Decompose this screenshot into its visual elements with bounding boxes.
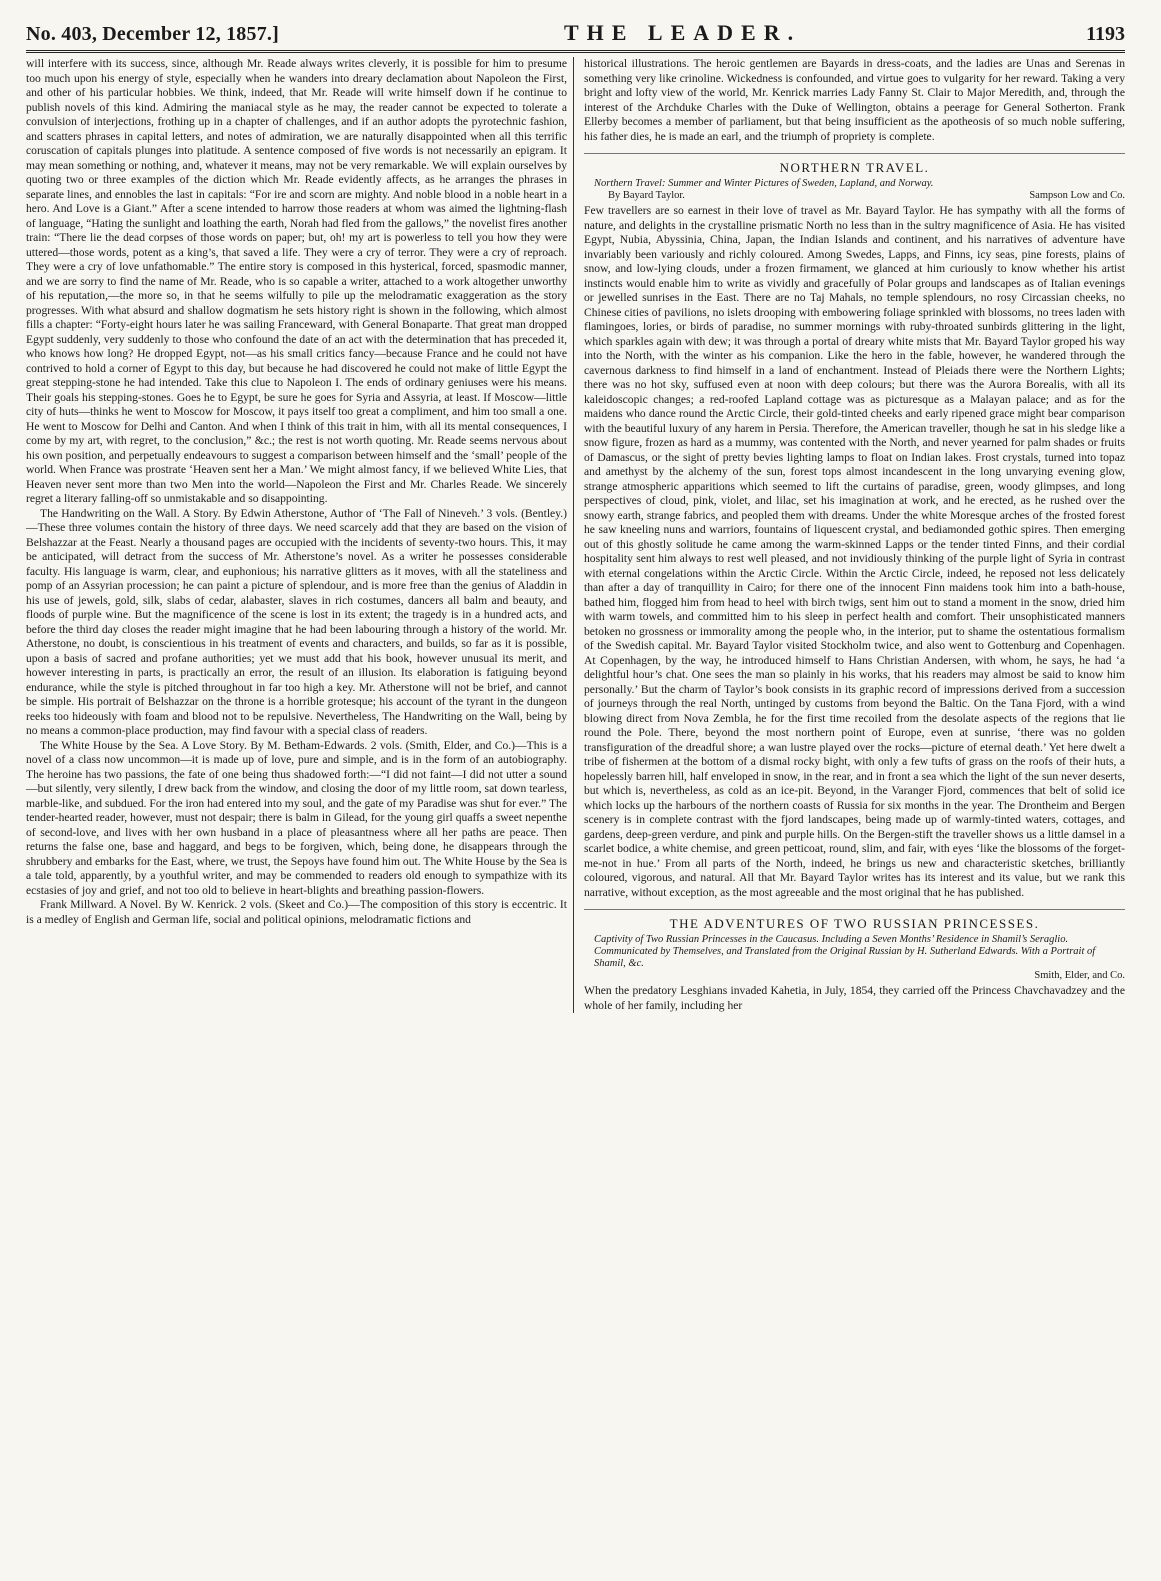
page-number: 1193 — [1086, 23, 1125, 45]
russian-princesses-publisher: Smith, Elder, and Co. — [1034, 970, 1125, 981]
columns — [26, 57, 1125, 1013]
frank-millward-review-paragraph: Frank Millward. A Novel. By W. Kenrick. 2 vols. (Skeet and Co.)—The composition of this story is eccentric. It is a medley of English and German life, social and political opinions, melodramatic fictions and — [26, 898, 567, 926]
handwriting-review-paragraph: The Handwriting on the Wall. A Story. By Edwin Atherstone, Author of ‘The Fall of Nineveh.’ 3 vols. (Bentley.)—These three volumes contain the history of three days. We need scarcely add that they are based on the vision of Belshazzar at the Feast. Nearly a thousand pages are occupied with the incidents of seventy-two hours. This, it may be anticipated, will detract from the success of Mr. Atherstone’s novel. As a writer he possesses considerable faculty. His language is warm, clear, and euphonious; his narrative glitters as it moves, with all the stateliness and pomp of an Assyrian procession; he can paint a picture of splendour, and is more free than the genius of Aladdin in his use of jewels, gold, silk, slabs of cedar, alabaster, slaves in rich costumes, dancers all balm and beauty, and floods of purple wine. But the magnificence of the scene is lost in its extent; the tragedy is in a hundred acts, and before the third day closes the reader might imagine that he had been labouring through a history of the world. Mr. Atherstone, no doubt, is conscientious in his treatment of events and characters, and builds, so far as it is possible, upon a basis of sacred and profane authorities; yet we must add that his book, however unusual its merit, and however interesting in parts, is practically an error, the result of an illusion. Its elaboration is fatiguing beyond endurance, while the style is pitched throughout in far too high a key. Mr. Atherstone will not be brief, and cannot be simple. His portrait of Belshazzar on the throne is a horrible grotesque; his account of the tyrant in the dungeon reeks too hideously with foam and blood not to be repulsive. Nevertheless, The Handwriting on the Wall, being by no means a common-place production, may find favour with a special class of readers. — [26, 506, 567, 737]
newspaper-title: THE LEADER. — [563, 20, 802, 45]
left-column — [26, 57, 574, 1013]
frank-millward-continued-paragraph: historical illustrations. The heroic gentlemen are Bayards in dress-coats, and the ladies are Unas and Serenas in something very like crinoline. Wickedness is confounded, and virtue goes to vulgarity for her reward. Taking a very bright and lofty view of the world, Mr. Kenrick marries Lady Fanny St. Clair to Major Meredith, and, through the interest of the Archduke Charles with the Duke of Wellington, obtains a peerage for General Sotherton. Frank Ellerby becomes a member of parliament, but that being insufficient as the apotheosis of so much noble suffering, his father dies, he is made an earl, and the triumph of propriety is complete. — [584, 57, 1125, 143]
russian-princesses-heading: THE ADVENTURES OF TWO RUSSIAN PRINCESSES. — [584, 909, 1125, 932]
russian-princesses-review-paragraph: When the predatory Lesghians invaded Kahetia, in July, 1854, they carried off the Princess Chavchavadzey and the whole of her family, including her — [584, 984, 1125, 1012]
northern-travel-heading: NORTHERN TRAVEL. — [584, 153, 1125, 176]
masthead — [26, 20, 1125, 53]
russian-princesses-book-title: Captivity of Two Russian Princesses in the Caucasus. Including a Seven Months’ Residence in Shamil’s Seraglio. Communicated by Themselves, and Translated from the Original Russian by H. Sutherland Edwards. With a Portrait of Shamil, &c. — [594, 934, 1096, 969]
northern-travel-review-paragraph: Few travellers are so earnest in their love of travel as Mr. Bayard Taylor. He has sympathy with all the forms of nature, and delights in the crystalline prismatic North no less than in the sultry magnificence of Asia. He has visited Egypt, Nubia, Abyssinia, China, Japan, the Indian Islands and continent, and his narratives of adventure have invariably been variously and richly coloured. Among Swedes, Lapps, and Finns, icy seas, pine forests, plains of snow, and low-lying clouds, under a frozen firmament, we glanced at him curiously to know whether his artist instincts would enable him to write as vividly and gracefully of Polar groups and landscapes as of Italian evenings or jewelled sunrises in the East. There are no Taj Mahals, no temple splendours, no rosy Circassian cheeks, no Chinese cities of pavilions, no islets drooping with embowering foliage sprinkled with blossoms, no trees laden with flamingoes, lories, or birds of paradise, no summer mornings with ruby-throated sunbirds glittering in the light, which sparkles again with dew; it was through a portal of dreary white mists that Mr. Bayard Taylor groped his way into the North, with the winter as his companion. Like the hero in the fable, however, he wandered through the cavernous darkness to find himself in a land of enchantment. Instead of Pleiads there were the Northern Lights; there was no hot sky, suffused even at noon with deep colours; but there was the Aurora Borealis, with all its kaleidoscopic changes; a red-roofed Lapland cottage was as picturesque as a Malayan palace; and as for the maidens who dance round the Arctic Circle, their gold-tinted cheeks and early ripened grace might bear comparison with the beautiful luxury of any harem in Persia. Therefore, the American traveller, though he sat in his sledge like a snow figure, frozen as hard as a mummy, was contented with the North, and never yearned for palm shades or fruits of Damascus, or the sight of pretty bevies lighting lamps to float on Indian lakes. Frost crystals, turned into topaz and amethyst by the alchemy of the sun, forest tops almost incandescent in the long unvarying evening glow, strange atmospheric apparitions which seemed to lift the curtains of paradise, green, woody glimpses, and long perspectives of cloud, pink, violet, and lilac, set his imagination at work, and he erected, as he rushed over the snowy earth, strange fabrics, and peopled them with dreams. Under the white Moresque arches of the frosted forest he saw kneeling nuns and warriors, fountains of liquescent crystal, and bediamonded gothic spires. Then emerging out of this ghostly solitude he came among the warm-skinned Lapps or the tender tinted Finns, and their cordial hospitality sent him always to rest well pleased, and not invidiously thinking of the purple light of Syria in contrast with eternal congelations within the Arctic Circle. Within the Arctic Circle, indeed, he reposed not less delicately than after a day of tranquillity in Cairo; for there one of the innocent Finn maidens took him into a bath-house, bathed him, flogged him from head to heel with birch twigs, sent him out to stand a moment in the snow, dried him with warm towels, and committed him to his sleep in perfect health and comfort. Their unsophisticated manners betoken no grossness or immorality among the people who, in the interior, put to shame the ostentatious formalism of the Swedish capital. Mr. Bayard Taylor visited Stockholm twice, and also went to Gottenburg and Copenhagen. At Copenhagen, by the way, he introduced himself to Hans Christian Andersen, with whom, he says, he had ‘a delightful hour’s chat. One sees the man so plainly in his works, that his readers may almost be said to know him personally.’ But the charm of Taylor’s book consists in its graphic record of impressions derived from a succession of journeys through the real North, untinged by customs from beyond the Baltic. On the Tana Fjord, with a wind blowing direct from Nova Zembla, he for the first time recoiled from the desolate aspects of the regions that lie round the Pole. There, beyond the most northern point of Europe, even at sunrise, ‘there was no golden transfiguration of the dreadful shore; a wan lustre played over the rocks—picture of eternal death.’ Yet here dwelt a tribe of fishermen at the bottom of a dismal rocky bight, with only a few tufts of grass on the roofs of their huts, a hopelessly barren hill, half enveloped in snow, in the rear, and in front a sea which the light of the sun never deserts, but which is, nevertheless, as cold as an ice-pit. Beyond, in the Varanger Fjord, commences that belt of solid ice which locks up the harbours of the northern coasts of Russia for six months in the year. The Drontheim and Bergen scenery is in complete contrast with the fjord landscapes, being made up of warmly-tinted waters, cottages, and gardens, deep-green verdure, and pink and purple hills. On the Bergen-stift the traveller shows us a little damsel in a scarlet bodice, a white chemise, and green petticoat, round, slim, and fair, with eyes ‘like the blossoms of the forget-me-not in hue.’ From all parts of the North, indeed, he brings us new and characteristic sketches, brilliantly coloured, vigorous, and natural. All that Mr. Bayard Taylor writes has its interest and its value, but we rank this narrative, without exception, as the most agreeable and the most original that he has published. — [584, 204, 1125, 899]
northern-travel-author: By Bayard Taylor. — [608, 190, 685, 201]
white-house-review-paragraph: The White House by the Sea. A Love Story. By M. Betham-Edwards. 2 vols. (Smith, Elder, and Co.)—This is a novel of a class now uncommon—it is made up of love, pure and simple, and is in the form of an autobiography. The heroine has two passions, the fate of one being thus shadowed forth:—“I did not faint—I did not utter a sound—but silently, very silently, I drew back from the window, and closing the door of my little room, sat down tearless, marble-like, and subdued. For the iron had entered into my soul, and the gate of my Paradise was shut for ever.” The tender-hearted reader, however, must not despair; there is balm in Gilead, for the young girl quaffs a sweet nepenthe of second-love, and lives with her own husband in a place of pleasantness where all her paths are peace. Then returns the false one, base and haggard, and begs to be forgiven, which, being done, he disappears through the shrubbery and embarks for the East, where, we trust, the Sepoys have found him out. The White House by the Sea is a tale told, apparently, by a youthful writer, and may be commended to readers old enough to sympathize with its ecstasies of joy and grief, and not too old to believe in heart-blights and breathing passion-flowers. — [26, 738, 567, 897]
northern-travel-book-title: Northern Travel: Summer and Winter Pictures of Sweden, Lapland, and Norway. — [594, 178, 934, 189]
northern-travel-publisher: Sampson Low and Co. — [1029, 190, 1125, 201]
reade-review-paragraph: will interfere with its success, since, although Mr. Reade always writes cleverly, it is possible for him to presume too much upon his energy of style, especially when he wanders into dreary declamation about Napoleon the First, and other of his particular hobbies. We think, indeed, that Mr. Reade will write himself down if he continue to publish novels of this kind. Admiring the maniacal style as he may, the reader cannot be expected to tolerate a convulsion of interjections, frothing up in a chapter of challenges, and if an author adopts the pyrotechnic fashion, and scatters phrases in capital letters, and notes of admiration, we are naturally disappointed when all this terrific coruscation of capitals plunges into platitude. A sentence composed of five words is not necessarily an epigram. It may mean something or nothing, and, whatever it means, may not be very remarkable. We will explain ourselves by quoting two or three examples of the diction which Mr. Reade evidently affects, as he arranges the phrases in separate lines, and ennobles the last in capitals: “For ire and scorn are mighty. And noble blood in a noble heart in a hero. And Love is a Giant.” After a scene intended to harrow those readers at whom was aimed the lightning-flash of language, “Hating the sunlight and loathing the earth, Norah had fled from the gallows,” the novelist fires another train: “There lie the dead corpses of those words on paper; but, oh! my art is powerless to tell you how they were uttered—those words, potent as a king’s, that saved a life. They were a cry of terror. They were a cry of reproach. They were a cry of love unfathomable.” The entire story is composed in this hysterical, forced, spasmodic manner, and we are sorry to find the name of Mr. Reade, who is so capable a writer, attached to a work altogether unworthy of his reputation,—the more so, in that he seems wilfully to pile up the melodramatic exaggeration as the story progresses. With what absurd and shallow dogmatism he sets history right is shown in the following, which almost fills a chapter: “Forty-eight hours later he was sailing Franceward, with General Bonaparte. That great man dropped Egypt suddenly, very suddenly to those who confound the date of an act with the determination that has preceded it, who knows how long? He dropped Egypt, not—as his small critics fancy—because France and he could not have contrived to hold a corner of Egypt to this day, but because he had discovered he could not make of little Egypt the great stepping-stone he had intended. Take this clue to Napoleon I. The ends of ordinary geniuses were his means. Their goals his stepping-stones. Goes he to Egypt, be sure he goes for Syria and Assyria, at least. If Moscow—little city of huts—thinks he went to Moscow for Moscow, it pays itself too great a compliment, and him too small a one. He went to Moscow for Delhi and Canton. And when I think of this trait in him, with all its mental consequences, I come by my art, with regret, to the conclusion,” &c.; the rest is not worth quoting. Mr. Reade seems nervous about his own position, and perpetually endeavours to suggest a comparison between himself and the ‘small’ people of the world. When France was prostrate ‘Heaven sent her a Man.’ We might almost fancy, if we believed White Lies, that Heaven never sent more than two Men into the world—Napoleon the First and Mr. Charles Reade. We sincerely regret a literary falling-off so unmistakable and so disappointing. — [26, 57, 567, 505]
issue-date: No. 403, December 12, 1857.] — [26, 23, 279, 45]
right-column — [584, 57, 1125, 1013]
northern-travel-byline — [584, 190, 1125, 202]
russian-princesses-byline — [584, 970, 1125, 982]
